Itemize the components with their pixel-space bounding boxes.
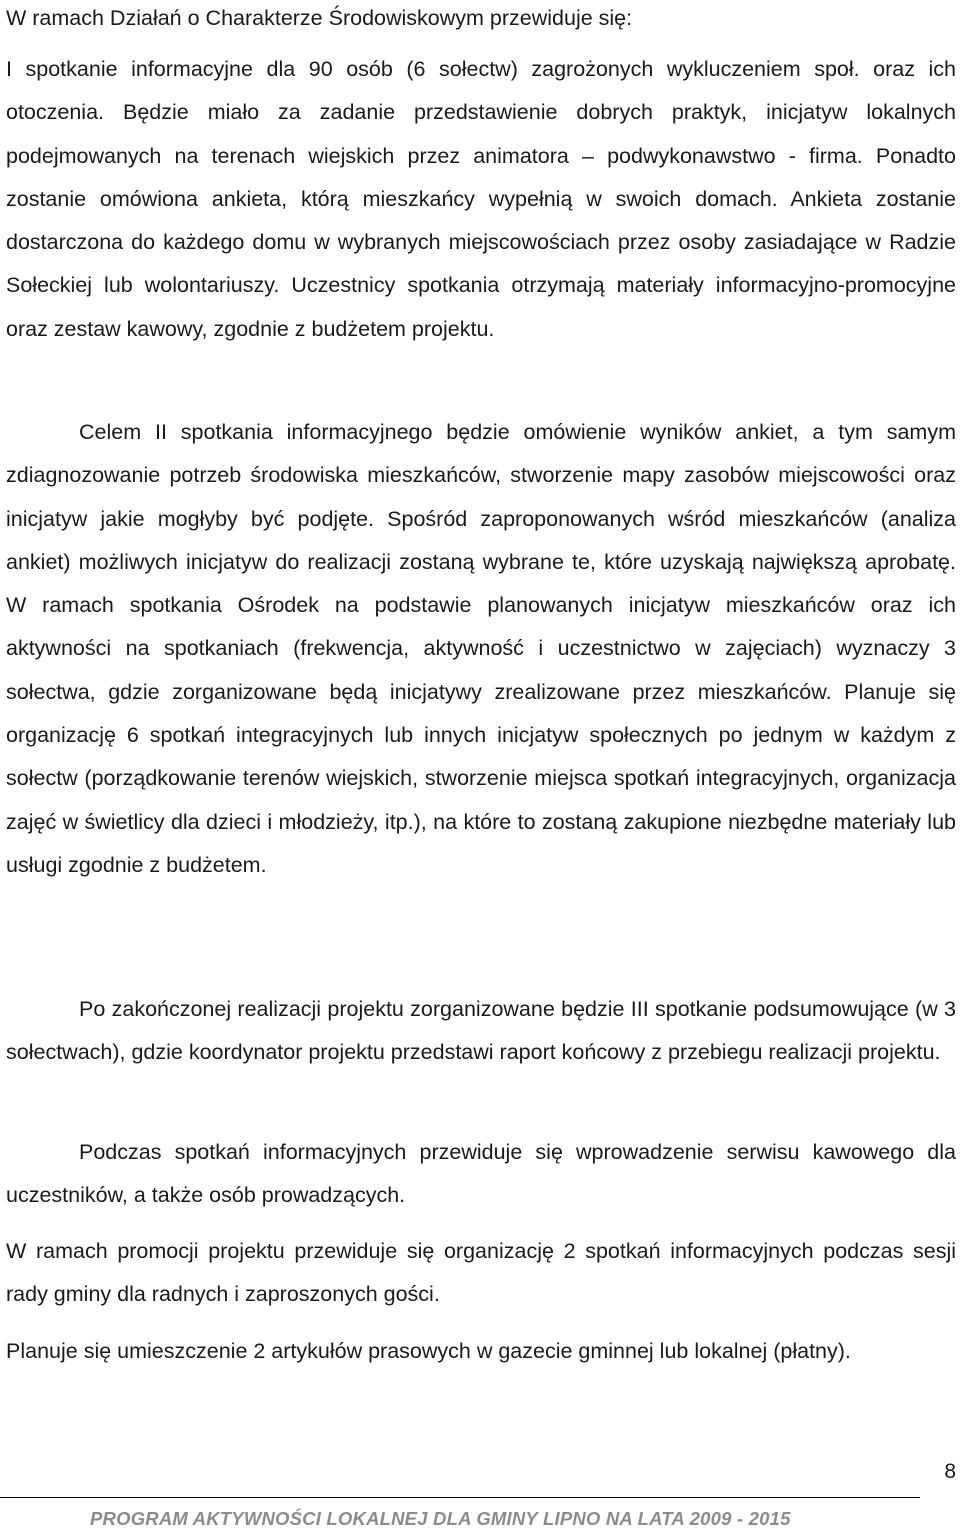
- paragraph-press-articles: Planuje się umieszczenie 2 artykułów prasowych w gazecie gminnej lub lokalnej (płatny).: [6, 1339, 851, 1363]
- paragraph-promotion: W ramach promocji projektu przewiduje się organizację 2 spotkań informacyjnych podczas sesji rady gminy dla radnych i zaproszonych gości.: [6, 1239, 956, 1307]
- paragraph-coffee-service: Podczas spotkań informacyjnych przewiduje się wprowadzenie serwisu kawowego dla uczestników, a także osób prowadzących.: [6, 1140, 956, 1208]
- section-heading: W ramach Działań o Charakterze Środowiskowym przewiduje się:: [6, 6, 633, 30]
- page-number: 8: [944, 1460, 956, 1483]
- paragraph-meeting-1: I spotkanie informacyjne dla 90 osób (6 sołectw) zagrożonych wykluczeniem społ. oraz ich otoczenia. Będzie miało za zadanie przedstawienie dobrych praktyk, inicjatyw lokalnych podejmowanych na terenach wiejskich przez animatora – podwykonawstwo - firma. Ponadto zostanie omówiona ankieta, którą mieszkańcy wypełnią w swoich domach. Ankieta zostanie dostarczona do każdego domu w wybranych miejscowościach przez osoby zasiadające w Radzie Sołeckiej lub wolontariuszy. Uczestnicy spotkania otrzymają materiały informacyjno-promocyjne oraz zestaw kawowy, zgodnie z budżetem projektu.: [6, 57, 956, 341]
- paragraph-meeting-3: Po zakończonej realizacji projektu zorganizowane będzie III spotkanie podsumowujące (w 3 sołectwach), gdzie koordynator projektu przedstawi raport końcowy z przebiegu realizacji projektu.: [6, 997, 956, 1065]
- paragraph-meeting-2: Celem II spotkania informacyjnego będzie omówienie wyników ankiet, a tym samym zdiagnozowanie potrzeb środowiska mieszkańców, stworzenie mapy zasobów miejscowości oraz inicjatyw jakie mogłyby być podjęte. Spośród zaproponowanych wśród mieszkańców (analiza ankiet) możliwych inicjatyw do realizacji zostaną wybrane te, które uzyskają największą aprobatę. W ramach spotkania Ośrodek na podstawie planowanych inicjatyw mieszkańców oraz ich aktywności na spotkaniach (frekwencja, aktywność i uczestnictwo w zajęciach) wyznaczy 3 sołectwa, gdzie zorganizowane będą inicjatywy zrealizowane przez mieszkańców. Planuje się organizację 6 spotkań integracyjnych lub innych inicjatyw społecznych po jednym w każdym z sołectw (porządkowanie terenów wiejskich, stworzenie miejsca spotkań integracyjnych, organizacja zajęć w świetlicy dla dzieci i młodzieży, itp.), na które to zostaną zakupione niezbędne materiały lub usługi zgodnie z budżetem.: [6, 420, 956, 877]
- footer-divider: [0, 1497, 920, 1498]
- footer-title: PROGRAM AKTYWNOŚCI LOKALNEJ DLA GMINY LIPNO NA LATA 2009 - 2015: [90, 1508, 791, 1529]
